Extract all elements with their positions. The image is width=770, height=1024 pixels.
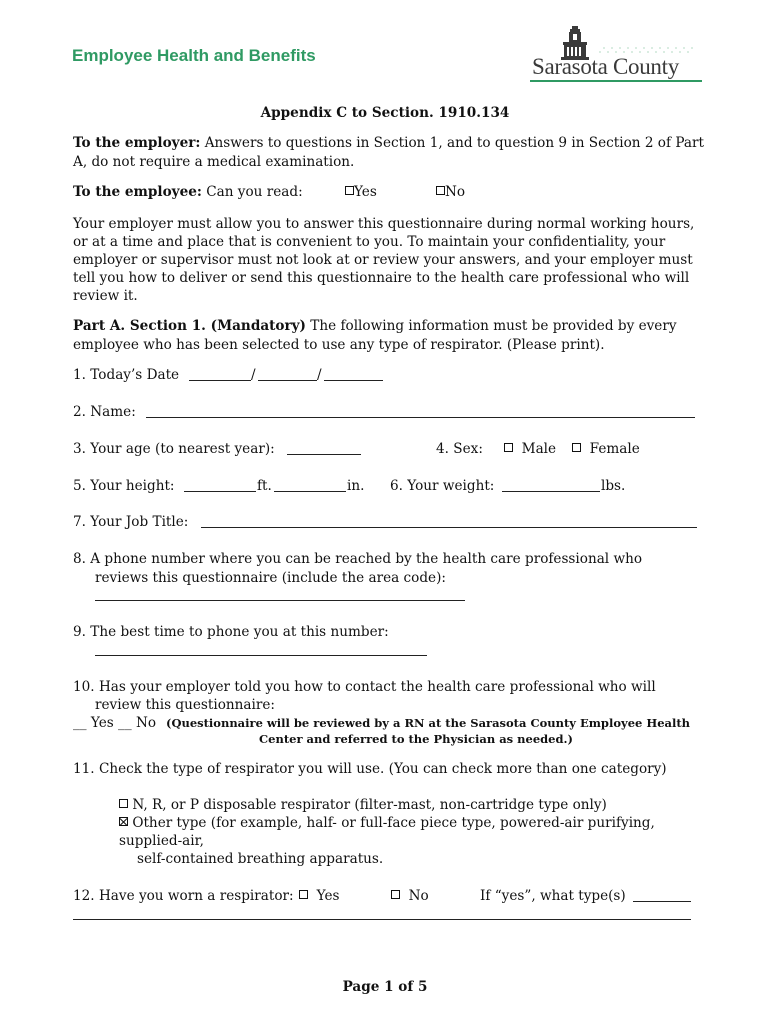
q2-label: 2. Name:: [73, 404, 136, 420]
partA-text-line-2: employee who has been selected to use any type of respirator. (Please print).: [73, 337, 605, 353]
q11-disposable-label: N, R, or P disposable respirator (filter-mast, non-cartridge type only): [132, 797, 607, 813]
read-yes-checkbox[interactable]: [345, 186, 354, 195]
q1-separator-1: /: [251, 367, 256, 383]
q12-type-field-continued[interactable]: [73, 919, 691, 920]
para-line-3: employer or supervisor must not look at or review your answers, and your employer must: [73, 252, 693, 268]
q12-yes-label: Yes: [316, 888, 340, 904]
q8-phone-field[interactable]: [95, 600, 465, 601]
q5-ft-unit: ft.: [257, 478, 272, 494]
sarasota-county-logo: [528, 22, 704, 84]
q10-line-2: review this questionnaire:: [95, 697, 275, 713]
logo-text: Sarasota County: [532, 54, 679, 79]
para-line-4: tell you how to deliver or send this questionnaire to the health care professional who will: [73, 270, 690, 286]
q4-female-option[interactable]: [572, 440, 640, 458]
q6-lbs-unit: lbs.: [601, 478, 626, 494]
q11-option-other[interactable]: [119, 814, 655, 832]
q12-no-label: No: [408, 888, 429, 904]
q12-no-checkbox[interactable]: [391, 890, 400, 899]
q1-label: 1. Today’s Date: [73, 367, 180, 383]
employer-label: To the employer:: [73, 135, 201, 151]
q4-female-label: Female: [589, 441, 640, 457]
q12-yes-checkbox[interactable]: [299, 890, 308, 899]
q5-label: 5. Your height:: [73, 478, 175, 494]
q10-line-1: 10. Has your employer told you how to contact the health care professional who will: [73, 679, 656, 695]
partA-heading: [73, 317, 677, 335]
q7-label: 7. Your Job Title:: [73, 514, 189, 530]
q1-day-field[interactable]: [258, 380, 317, 381]
page-number: Page 1 of 5: [342, 979, 428, 995]
employer-text-line-2: A, do not require a medical examination.: [73, 154, 355, 170]
q9-label: 9. The best time to phone you at this number:: [73, 624, 389, 640]
q10-note-line-2: Center and referred to the Physician as needed.): [259, 732, 573, 746]
read-yes-label: Yes: [354, 184, 377, 200]
employee-instruction: [73, 183, 303, 201]
q4-label: 4. Sex:: [436, 441, 483, 457]
q12-no-option[interactable]: [391, 887, 429, 905]
q11-other-label-line-3: self-contained breathing apparatus.: [137, 851, 384, 867]
q5-feet-field[interactable]: [184, 491, 256, 492]
q12-type-field[interactable]: [633, 901, 691, 902]
q12-type-label: If “yes”, what type(s): [480, 888, 626, 904]
q3-age-field[interactable]: [287, 454, 361, 455]
read-no-checkbox[interactable]: [436, 186, 445, 195]
q11-label: 11. Check the type of respirator you will use. (You can check more than one category): [73, 761, 667, 777]
q4-male-label: Male: [521, 441, 557, 457]
logo-underline: [530, 80, 702, 82]
q1-year-field[interactable]: [324, 380, 383, 381]
q11-other-label: Other type (for example, half- or full-face piece type, powered-air purifying,: [132, 815, 655, 831]
q12-label: 12. Have you worn a respirator:: [73, 888, 294, 904]
q11-option-disposable[interactable]: [119, 796, 607, 814]
q5-inches-field[interactable]: [274, 491, 346, 492]
q2-name-field[interactable]: [146, 417, 695, 418]
employee-text: Can you read:: [206, 184, 303, 200]
partA-text-line-1: The following information must be provided by every: [310, 318, 677, 334]
para-line-1: Your employer must allow you to answer this questionnaire during normal working hours,: [73, 216, 695, 232]
para-line-5: review it.: [73, 288, 138, 304]
q1-month-field[interactable]: [189, 380, 251, 381]
q4-male-option[interactable]: [504, 440, 556, 458]
q9-best-time-field[interactable]: [95, 655, 427, 656]
employer-instruction: [73, 134, 704, 152]
page-header-title: Employee Health and Benefits: [72, 46, 316, 65]
q5-in-unit: in.: [347, 478, 365, 494]
q3-label: 3. Your age (to nearest year):: [73, 441, 275, 457]
q4-female-checkbox[interactable]: [572, 443, 581, 452]
q6-label: 6. Your weight:: [390, 478, 495, 494]
read-yes-option[interactable]: [345, 183, 377, 201]
q10-yes-no[interactable]: __ Yes __ No: [73, 715, 157, 731]
appendix-title: Appendix C to Section. 1910.134: [260, 105, 510, 121]
q11-other-label-line-2: supplied-air,: [119, 833, 204, 849]
q11-other-checkbox-checked[interactable]: [119, 817, 128, 826]
partA-label: Part A. Section 1. (Mandatory): [73, 318, 306, 334]
read-no-option[interactable]: [436, 183, 465, 201]
employee-label: To the employee:: [73, 184, 202, 200]
q8-line-2: reviews this questionnaire (include the area code):: [95, 570, 446, 586]
q4-male-checkbox[interactable]: [504, 443, 513, 452]
q12-yes-option[interactable]: [299, 887, 339, 905]
read-no-label: No: [445, 184, 466, 200]
q7-job-title-field[interactable]: [201, 527, 697, 528]
para-line-2: or at a time and place that is convenient to you. To maintain your confidentiality, your: [73, 234, 666, 250]
q6-weight-field[interactable]: [502, 491, 600, 492]
q11-disposable-checkbox[interactable]: [119, 799, 128, 808]
q8-line-1: 8. A phone number where you can be reached by the health care professional who: [73, 551, 643, 567]
employer-text-line-1: Answers to questions in Section 1, and to question 9 in Section 2 of Part: [204, 135, 704, 151]
q10-note-line-1: (Questionnaire will be reviewed by a RN at the Sarasota County Employee Health: [166, 716, 691, 730]
q1-separator-2: /: [317, 367, 322, 383]
